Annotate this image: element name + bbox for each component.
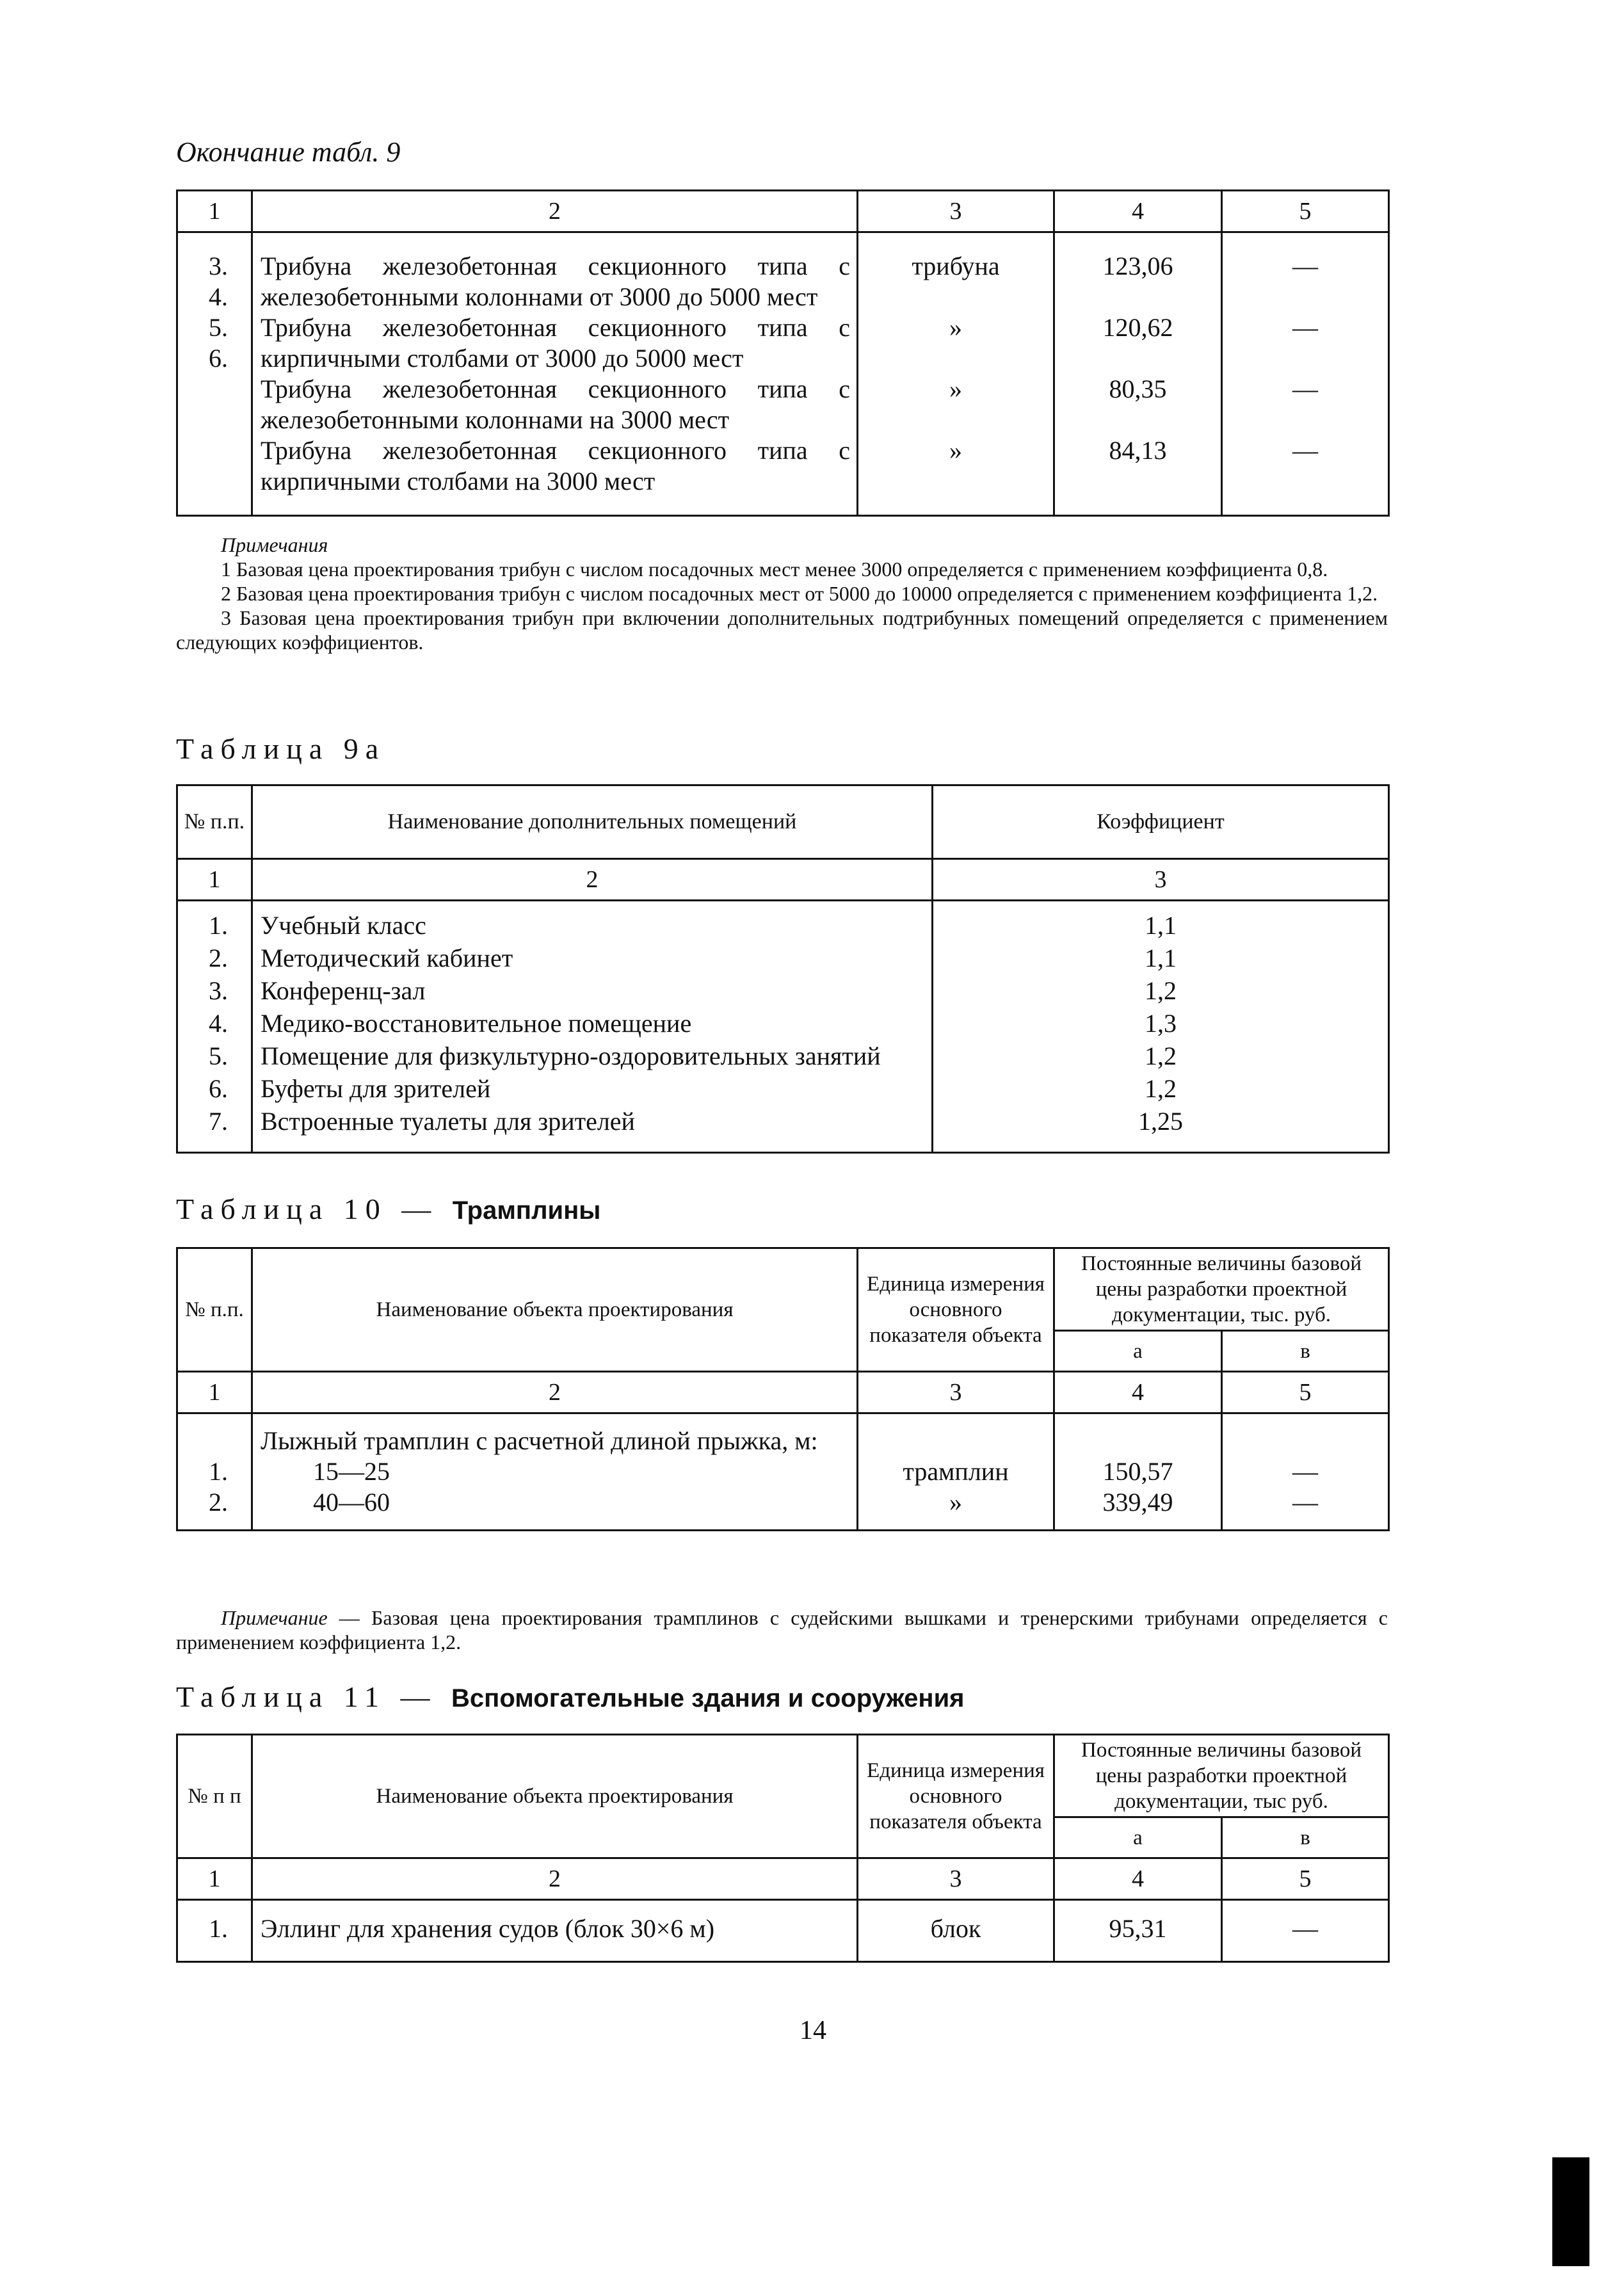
room-name: Методический кабинет xyxy=(261,944,513,972)
note-label: Примечание xyxy=(221,1606,328,1629)
value-b: — xyxy=(1222,1900,1389,1962)
object-name: Трибуна железобетонная секционного типа с железобетонными колоннами от 3000 до 5000 мест xyxy=(261,252,850,311)
units-column xyxy=(858,232,1054,516)
value-b-column xyxy=(1222,1413,1389,1531)
value-b: — xyxy=(1292,1457,1318,1486)
value-b-column xyxy=(1222,232,1389,516)
value-a: 150,57 xyxy=(1102,1457,1173,1486)
value-a: 339,49 xyxy=(1102,1488,1173,1517)
row-number: 3. xyxy=(209,976,228,1005)
value-b: — xyxy=(1292,313,1318,342)
coefficient: 1,3 xyxy=(1145,1009,1177,1038)
group-title: Лыжный трамплин с расчетной длиной прыжка, м: xyxy=(261,1426,818,1455)
unit: » xyxy=(949,436,962,465)
header-name: Наименование дополнительных помещений xyxy=(252,785,933,859)
col-number: 1 xyxy=(177,1372,252,1413)
caption-title: Вспомогательные здания и сооружения xyxy=(451,1684,965,1712)
caption-prefix: Таблица 11 — xyxy=(176,1680,437,1713)
value-a: 95,31 xyxy=(1054,1900,1222,1962)
coefficient: 1,1 xyxy=(1145,944,1177,972)
value-a-column xyxy=(1054,232,1222,516)
caption-prefix: Таблица 10 — xyxy=(176,1193,438,1225)
coefficients-column xyxy=(933,901,1389,1153)
table-9-body xyxy=(177,232,1389,516)
header-a: а xyxy=(1054,1817,1222,1858)
value-a: 120,62 xyxy=(1102,313,1173,342)
table-10-header xyxy=(177,1248,1389,1331)
coefficient: 1,25 xyxy=(1138,1107,1183,1136)
row-numbers-column xyxy=(177,1413,252,1531)
coefficient: 1,2 xyxy=(1145,1074,1177,1103)
table-10 xyxy=(176,1247,1390,1531)
row-number: 1. xyxy=(209,1457,228,1486)
col-number: 5 xyxy=(1222,1372,1389,1413)
header-b: в xyxy=(1222,1331,1389,1372)
value-a: 84,13 xyxy=(1109,436,1167,465)
col-number: 5 xyxy=(1222,1858,1389,1900)
row-numbers-column xyxy=(177,232,252,516)
col-number: 2 xyxy=(252,1372,858,1413)
note-item: 3 Базовая цена проектирования трибун при включении дополнительных подтрибунных помещений определяется с применением следующих коэффициентов. xyxy=(176,606,1388,654)
names-column xyxy=(252,901,933,1153)
jump-length: 40—60 xyxy=(313,1488,390,1517)
unit: » xyxy=(949,1488,962,1517)
row-number: 1. xyxy=(177,1900,252,1962)
names-column xyxy=(252,1413,858,1531)
table-10-column-numbers xyxy=(177,1372,1389,1413)
col-number: 3 xyxy=(933,859,1389,901)
coefficient: 1,1 xyxy=(1145,911,1177,940)
col-number: 2 xyxy=(252,1858,858,1900)
value-b: — xyxy=(1292,1488,1318,1517)
unit: » xyxy=(949,374,962,403)
table-9a-caption: Таблица 9а xyxy=(176,732,386,765)
col-number: 4 xyxy=(1054,191,1222,232)
row-number: 6. xyxy=(209,344,228,373)
header-constants: Постоянные величины базовой цены разработки проектной документации, тыс. руб. xyxy=(1054,1248,1389,1331)
value-b: — xyxy=(1292,252,1318,280)
jump-length: 15—25 xyxy=(313,1457,390,1486)
col-number: 5 xyxy=(1222,191,1389,232)
room-name: Буфеты для зрителей xyxy=(261,1074,491,1103)
header-constants: Постоянные величины базовой цены разработки проектной документации, тыс руб. xyxy=(1054,1735,1389,1817)
unit: » xyxy=(949,313,962,342)
note-item: 1 Базовая цена проектирования трибун с числом посадочных мест менее 3000 определяется с применением коэффициента 0,8. xyxy=(221,558,1328,581)
row-number: 5. xyxy=(209,313,228,342)
row-number: 6. xyxy=(209,1074,228,1103)
caption-title: Трамплины xyxy=(452,1196,601,1225)
header-number: № п п xyxy=(177,1735,252,1858)
table-10-body xyxy=(177,1413,1389,1531)
header-number: № п.п. xyxy=(177,785,252,859)
header-unit: Единица измерения основного показателя объекта xyxy=(858,1735,1054,1858)
col-number: 2 xyxy=(252,859,933,901)
table-9a-body xyxy=(177,901,1389,1153)
row-number: 7. xyxy=(209,1107,228,1136)
row-number: 4. xyxy=(209,1009,228,1038)
row-number: 5. xyxy=(209,1042,228,1070)
note-item: 2 Базовая цена проектирования трибун с числом посадочных мест от 5000 до 10000 определяется с применением коэффициента 1,2. xyxy=(221,582,1378,605)
value-b: — xyxy=(1292,374,1318,403)
row-number: 4. xyxy=(209,282,228,311)
row-number: 2. xyxy=(209,944,228,972)
row-number: 1. xyxy=(209,911,228,940)
row-numbers-column xyxy=(177,901,252,1153)
col-number: 4 xyxy=(1054,1858,1222,1900)
col-number: 3 xyxy=(858,1372,1054,1413)
scan-marker xyxy=(1552,2157,1589,2266)
header-b: в xyxy=(1222,1817,1389,1858)
unit: блок xyxy=(858,1900,1054,1962)
room-name: Встроенные туалеты для зрителей xyxy=(261,1107,635,1136)
page-number: 14 xyxy=(800,2016,826,2045)
coefficient: 1,2 xyxy=(1145,976,1177,1005)
col-number: 3 xyxy=(858,191,1054,232)
table-9-notes xyxy=(176,533,1388,654)
value-a-column xyxy=(1054,1413,1222,1531)
table-11 xyxy=(176,1734,1390,1963)
header-a: а xyxy=(1054,1331,1222,1372)
names-column xyxy=(252,232,858,516)
row-number: 2. xyxy=(209,1488,228,1517)
table-10-caption xyxy=(176,1192,600,1226)
table-11-row xyxy=(177,1900,1389,1962)
notes-heading: Примечания xyxy=(221,533,328,556)
header-unit: Единица измерения основного показателя объекта xyxy=(858,1248,1054,1372)
row-number: 3. xyxy=(209,252,228,280)
table-11-caption xyxy=(176,1680,965,1714)
header-name: Наименование объекта проектирования xyxy=(252,1735,858,1858)
coefficient: 1,2 xyxy=(1145,1042,1177,1070)
room-name: Учебный класс xyxy=(261,911,426,940)
continuation-title: Окончание табл. 9 xyxy=(176,136,401,168)
value-b: — xyxy=(1292,436,1318,465)
unit: трибуна xyxy=(912,252,1000,280)
table-11-header xyxy=(177,1735,1389,1817)
col-number: 1 xyxy=(177,191,252,232)
col-number: 4 xyxy=(1054,1372,1222,1413)
object-name: Трибуна железобетонная секционного типа с железобетонными колоннами на 3000 мест xyxy=(261,374,850,434)
units-column xyxy=(858,1413,1054,1531)
header-name: Наименование объекта проектирования xyxy=(252,1248,858,1372)
header-coefficient: Коэффициент xyxy=(933,785,1389,859)
table-9a xyxy=(176,784,1390,1154)
table-10-note xyxy=(176,1606,1388,1654)
note-text: — Базовая цена проектирования трамплинов с судейскими вышками и тренерскими трибунами определяется с применением коэффициента 1,2. xyxy=(176,1606,1388,1654)
table-9a-header xyxy=(177,785,1389,859)
col-number: 1 xyxy=(177,859,252,901)
col-number: 3 xyxy=(858,1858,1054,1900)
room-name: Конференц-зал xyxy=(261,976,426,1005)
table-9a-column-numbers xyxy=(177,859,1389,901)
col-number: 1 xyxy=(177,1858,252,1900)
object-name: Трибуна железобетонная секционного типа с кирпичными столбами на 3000 мест xyxy=(261,436,850,495)
object-name: Эллинг для хранения судов (блок 30×6 м) xyxy=(252,1900,858,1962)
header-number: № п.п. xyxy=(177,1248,252,1372)
table-9-column-numbers xyxy=(177,191,1389,232)
value-a: 123,06 xyxy=(1102,252,1173,280)
room-name: Медико-восстановительное помещение xyxy=(261,1009,692,1038)
table-11-column-numbers xyxy=(177,1858,1389,1900)
unit: трамплин xyxy=(903,1457,1009,1486)
room-name: Помещение для физкультурно-оздоровительных занятий xyxy=(261,1042,881,1070)
object-name: Трибуна железобетонная секционного типа с кирпичными столбами от 3000 до 5000 мест xyxy=(261,313,850,373)
value-a: 80,35 xyxy=(1109,374,1167,403)
table-9 xyxy=(176,189,1390,517)
col-number: 2 xyxy=(252,191,858,232)
